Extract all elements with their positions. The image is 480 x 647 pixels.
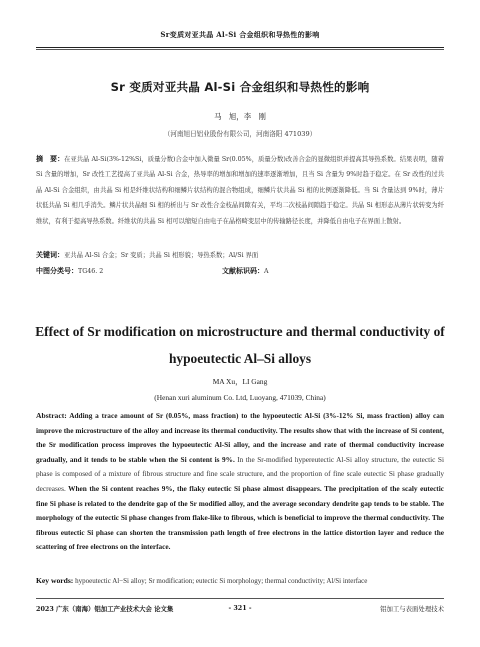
english-abstract-label: Abstract: [36,411,67,420]
english-title [0,318,480,372]
chinese-affiliation: （河南旭日铝业股份有限公司，河南洛阳 471039） [163,130,317,138]
document-code-value: A [264,268,269,275]
chinese-abstract [36,152,444,229]
english-abstract [36,409,444,555]
document-code [222,266,269,276]
chinese-keywords-label: 关键词： [36,251,64,259]
english-keywords-label: Key words: [36,576,74,585]
chinese-abstract-label: 摘 要： [36,155,65,163]
english-abstract-normal: In the Sr-modified hypereutectic Al-Si alloy structure, the eutectic Si phase is composed of a mixture of fibrous structure and fine scale structure, and the proportion of fine scale eutectic Si phase gradually decreases. [36,454,444,493]
chinese-authors: 马 旭，李 刚 [214,112,266,121]
english-abstract-bold-1: Adding a trace amount of Sr (0.05%, mass fraction) to the hypoeutectic Al-Si (3%-12% Si, mass fraction) alloy can improve the microstructure of the alloy and increase its thermal conductivity. The results show that with the increase of Si content, the Sr modification process improves the hypoeutectic Al-Si alloy, and the increase and rate of thermal conductivity increase gradually, and it tends to be stable when the Si content is 9%. [36,411,444,464]
english-authors: MA Xu，LI Gang [212,377,268,386]
english-title-line-1: Effect of Sr modification on microstructure and thermal conductivity of [35,324,445,339]
footer-rule [36,598,444,599]
page-number: - 321 - [228,604,252,612]
chinese-keywords [36,250,444,260]
class-number-label: 中图分类号： [36,267,78,275]
english-keywords-text: hypoeutectic Al−Si alloy; Sr modification; eutectic Si morphology; thermal conductivity; Al/Si interface [73,577,368,585]
english-title-line-2: hypoeutectic Al–Si alloys [168,351,312,366]
chinese-title: Sr 变质对亚共晶 Al-Si 合金组织和导热性的影响 [110,80,370,94]
english-affiliation: (Henan xuri aluminum Co. Ltd, Luoyang, 471039, China) [154,393,326,402]
english-keywords [36,576,444,585]
classification-row [36,266,444,276]
header-rule [36,47,444,48]
running-head: Sr变质对亚共晶 Al-Si 合金组织和导热性的影响 [160,30,320,39]
footer-proceedings: 2023 广东（南海）铝加工产业技术大会 论文集 [36,605,174,613]
document-code-label: 文献标识码： [222,267,264,275]
header-rule-thin [36,49,444,50]
english-abstract-bold-2: When the Si content reaches 9%, the flaky eutectic Si phase almost disappears. The precipitation of the scaly eutectic fine Si phase is related to the dendrite gap of the Sr modified alloy, and the average secondary dendrite gap tends to be stable. The morphology of the eutectic Si phase changes from flake-like to fibrous, which is beneficial to improve the thermal conductivity. The fibrous eutectic Si phase can shorten the transmission path length of free electrons in the lattice distortion layer and reduce the scattering of free electrons on the interface. [36,483,444,552]
chinese-abstract-text: 在亚共晶 Al-Si(3%-12%Si，质量分数)合金中加入微量 Sr(0.05%，质量分数)改善合金的显微组织并提高其导热系数。结果表明，随着 Si 含量的增加，Sr 改性工艺提高了亚共晶 Al-Si 合金，热导率的增加和增加的速率逐渐增加，且当 Si 含量为 9%时趋于稳定。在 Sr 改性的过共晶 Al-Si 合金组织，由共晶 Si 相是纤维状结构和细鳞片状结构的混合物组成，细鳞片状共晶 Si 相的比例逐渐降低。当 Si 含量达到 9%时，薄片状低共晶 Si 相几乎消失。鳞片状共晶细 Si 相的析出与 Sr 改性合金枝晶间隙有关，平均二次枝晶间隙趋于稳定。共晶 Si 相形态从薄片状转变为纤维状，有利于提高导热系数。纤维状的共晶 Si 相可以缩短自由电子在晶格畸变层中的传输路径长度，并降低自由电子在界面上散射。 [36,156,444,225]
chinese-keywords-text: 亚共晶 Al-Si 合金；Sr 变质；共晶 Si 相形貌；导热系数；Al/Si 界面 [64,252,259,259]
footer-journal: 铝加工与表面处理技术 [380,605,444,613]
class-number-value: TG46. 2 [78,268,104,275]
